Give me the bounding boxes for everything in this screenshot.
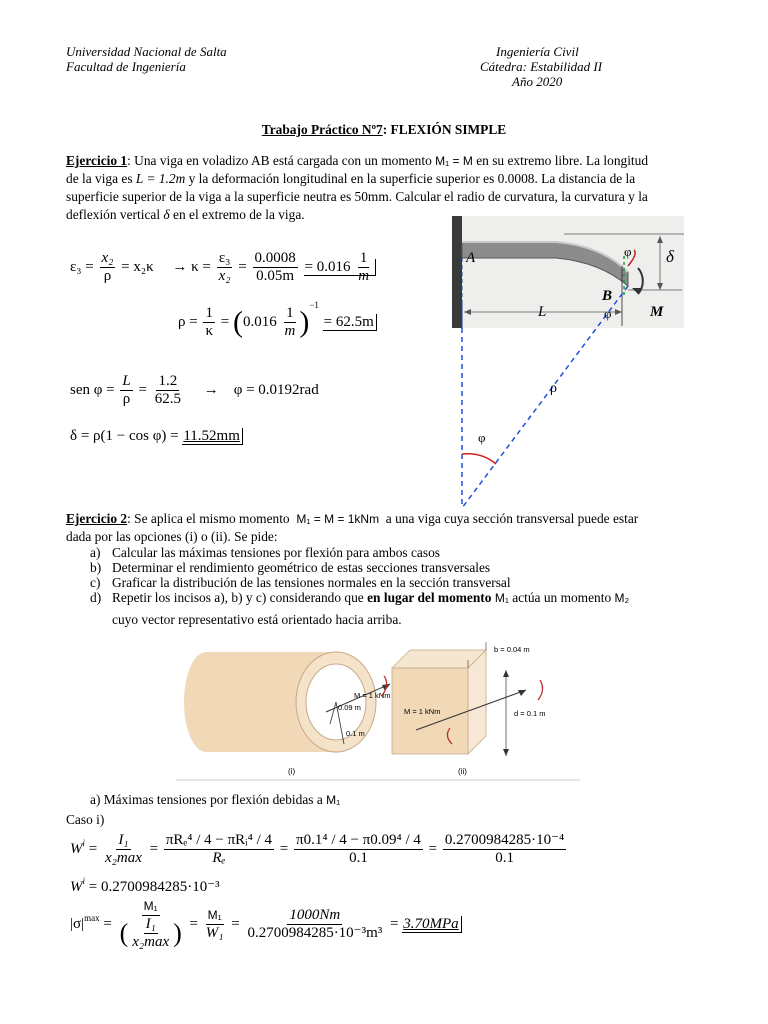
item-key: a): [90, 545, 101, 560]
section-modulus-eq: $W^i$ = $\frac{\text{I₁}}{\text{x₂max}}$ = $\frac{\text{πRₑ⁴ / 4 − πRᵢ⁴ / 4}}{\text{Rₑ}}$ = $\frac{\text{π0.1⁴ / 4 − π0.09⁴ / 4}}{0.1}$ = $\frac{\text{0.2700984285·10⁻⁴}}{0.1}$: [70, 832, 565, 866]
label-delta: δ: [666, 247, 674, 266]
ex2-text: dada por las opciones (i) o (ii). Se pide:: [66, 529, 278, 544]
frac-num: 0.2700984285·10⁻⁴: [444, 832, 565, 848]
frac-num: I₁: [145, 916, 156, 932]
ex2-label: Ejercicio 2: [66, 511, 128, 526]
list-item: [90, 560, 690, 575]
item-text: Determinar el rendimiento geométrico de estas secciones transversales: [112, 560, 491, 575]
item-text: Repetir los incisos a), b) y c) considerando que: [112, 590, 364, 605]
frac-num: x₂: [101, 250, 114, 266]
item-text: cuyo vector representativo está orientado hacia arriba.: [112, 612, 402, 627]
frac-den: 0.1: [495, 850, 514, 866]
item-key: d): [90, 590, 102, 605]
eq-term: δ = ρ(1 − cos φ) =: [70, 428, 179, 444]
frac-den: Rₑ: [212, 850, 226, 866]
tube-moment-label: M = 1 kNm: [354, 691, 391, 700]
eq-term: →: [203, 381, 219, 398]
label-phi-center: φ: [478, 430, 486, 445]
answer-heading-text: a) Máximas tensiones por flexión debidas a: [90, 792, 323, 807]
ex1-eq-radius: ρ = $\frac{1}{\kappa}$ = (0.016 $\frac{1}{m}$ )$^{-1}$ = 62.5m: [178, 300, 377, 340]
faculty-name: Facultad de Ingeniería: [66, 59, 186, 74]
ex2-text: a una viga cuya sección transversal puede estar: [385, 511, 639, 526]
eq-term: =: [220, 314, 230, 330]
frac-num: L: [122, 373, 131, 389]
eq-term: sen φ =: [70, 381, 115, 398]
frac-num: I₁: [118, 832, 129, 848]
ex1-label: Ejercicio 1: [66, 153, 128, 168]
exponent: max: [84, 912, 100, 923]
ex2-sections-figure: [176, 640, 580, 782]
item-text: actúa un momento: [512, 590, 612, 605]
frac-num: 1: [286, 305, 294, 322]
frac-den: m: [358, 268, 370, 284]
ex1-length: L = 1.2m: [135, 171, 186, 186]
ex1-moment: M₁ = M: [435, 154, 473, 168]
box-width-dim: b = 0.04 m: [494, 645, 530, 654]
ex1-text: en su extremo libre. La longitud: [476, 153, 649, 168]
caption-ii: (ii): [458, 767, 467, 776]
box-depth-dim: d = 0.1 m: [514, 709, 546, 718]
list-item: [90, 575, 690, 590]
ex2-statement: [66, 510, 686, 546]
ex1-text: superficie superior de la viga a la superficie neutra es 50mm. Calcular el radio de curvatura, la curvatura y la: [66, 189, 648, 204]
page-title: [0, 122, 768, 138]
eq-result: φ = 0.0192rad: [233, 381, 319, 398]
label-l: L: [538, 304, 547, 320]
eq-result: 11.52mm: [182, 428, 243, 445]
case-label: Caso i): [66, 812, 105, 827]
eq-result: = 62.5m: [323, 314, 377, 331]
eq-result: 3.70MPa: [402, 916, 461, 933]
frac-num: M₁: [142, 898, 160, 916]
max-stress-eq: $|\sigma|^{max}$ = M₁ ( $\frac{\text{I₁}}{\text{x₂max}}$ ) = $\frac{\text{M₁}}{\text{W₁}}$ = $\frac{1000Nm}{\text{0.2700984285·10⁻³m³}}$ = 3.70MPa: [70, 898, 462, 951]
frac-num: 0.0008: [254, 250, 296, 266]
label-phi-top: φ: [624, 244, 632, 259]
frac-den: κ: [205, 323, 214, 340]
answer-heading-moment: M₁: [326, 793, 341, 807]
item-text: Calcular las máximas tensiones por flexión para ambos casos: [112, 545, 440, 560]
eq-term: |σ|: [70, 915, 85, 932]
eq-result: = 0.016: [304, 258, 351, 275]
tube-outer-dim: 0.1 m: [346, 729, 365, 738]
frac-den: 0.05m: [256, 268, 295, 284]
frac-den: 62.5: [154, 391, 181, 407]
year: Año 2020: [512, 74, 563, 89]
eq-term: ε₃ =: [70, 258, 94, 275]
caption-i: (i): [288, 767, 296, 776]
eq-term: W: [70, 840, 83, 857]
ex1-text: y la deformación longitudinal en la superficie superior es 0.0008. La distancia de la: [188, 171, 636, 186]
frac-den: ρ: [122, 391, 131, 407]
ex1-text: en el extremo de la viga.: [173, 207, 305, 222]
ex1-eq-angle: [70, 373, 319, 408]
ex1-eq-strain: [70, 250, 376, 285]
wall-support: [452, 216, 462, 328]
phi-arc: [462, 454, 496, 464]
item-key: c): [90, 575, 101, 590]
frac-den: 0.2700984285·10⁻³m³: [247, 925, 383, 941]
list-item: [90, 590, 690, 627]
eq-term: =: [138, 381, 147, 398]
item-text: Graficar la distribución de las tensiones normales en la sección transversal: [112, 575, 511, 590]
item-text-bold: en lugar del momento: [367, 590, 492, 605]
frac-num: π0.1⁴ / 4 − π0.09⁴ / 4: [296, 832, 421, 848]
tube-inner-dim: 0.09 m: [338, 703, 361, 712]
ex2-task-list: [90, 545, 690, 627]
frac-den: m: [284, 323, 296, 340]
title-suffix: : FLEXIÓN SIMPLE: [382, 122, 507, 137]
ex1-cantilever-figure: [452, 216, 692, 512]
frac-num: πRₑ⁴ / 4 − πRᵢ⁴ / 4: [165, 832, 273, 848]
label-a: A: [466, 250, 476, 266]
item-key: b): [90, 560, 102, 575]
label-b: B: [602, 288, 613, 304]
frac-num: 1: [205, 305, 213, 322]
frac-den: x₂max: [132, 934, 170, 950]
ex2-text: : Se aplica el mismo momento: [127, 511, 290, 526]
label-m: M: [650, 304, 664, 320]
label-phi-bottom: φ: [604, 306, 612, 321]
eq-term: ρ =: [178, 314, 198, 330]
eq-term: → κ =: [172, 258, 211, 275]
frac-num: M₁: [206, 907, 224, 925]
box-moment-label: M = 1 kNm: [404, 707, 441, 716]
ex1-statement: [66, 152, 686, 224]
eq-result: = 0.2700984285·10⁻³: [88, 879, 220, 895]
ex1-text: : Una viga en voladizo AB está cargada con un momento: [127, 153, 432, 168]
eq-term: = x₂κ: [121, 258, 154, 275]
ex1-delta: δ: [163, 207, 170, 222]
ex2-moment: M₁ = M = 1kNm: [296, 512, 380, 526]
frac-den: 0.1: [349, 850, 368, 866]
exponent: −1: [309, 300, 319, 310]
frac-den: x₂max: [104, 850, 142, 866]
eq-term: =: [238, 258, 247, 275]
label-rho: ρ: [550, 381, 557, 396]
ex1-text: deflexión vertical: [66, 207, 161, 222]
chair-name: Cátedra: Estabilidad II: [480, 59, 603, 74]
frac-num: ε₃: [218, 250, 231, 266]
ex1-eq-deflection: [70, 428, 243, 445]
section-modulus-result: $W^i = 0.2700984285\cdot 10^{-3}$: [70, 876, 220, 895]
item-moment: M₁: [494, 591, 509, 605]
frac-den: ρ: [103, 268, 112, 284]
frac-den: x₂: [218, 268, 231, 284]
frac-num: 1000Nm: [289, 907, 341, 923]
university-name: Universidad Nacional de Salta: [66, 44, 227, 59]
box-end-face: [468, 650, 486, 754]
ex1-text: de la viga es: [66, 171, 133, 186]
eq-term: 0.016: [242, 314, 277, 330]
frac-num: 1: [359, 250, 368, 266]
frac-num: 1.2: [158, 373, 178, 389]
answer-heading: [90, 792, 340, 808]
title-prefix: Trabajo Práctico Nº7: [261, 122, 383, 137]
frac-den: W₁: [205, 925, 224, 941]
item-moment: M₂: [614, 591, 630, 605]
career-name: Ingeniería Civil: [496, 44, 579, 59]
list-item: [90, 545, 690, 560]
